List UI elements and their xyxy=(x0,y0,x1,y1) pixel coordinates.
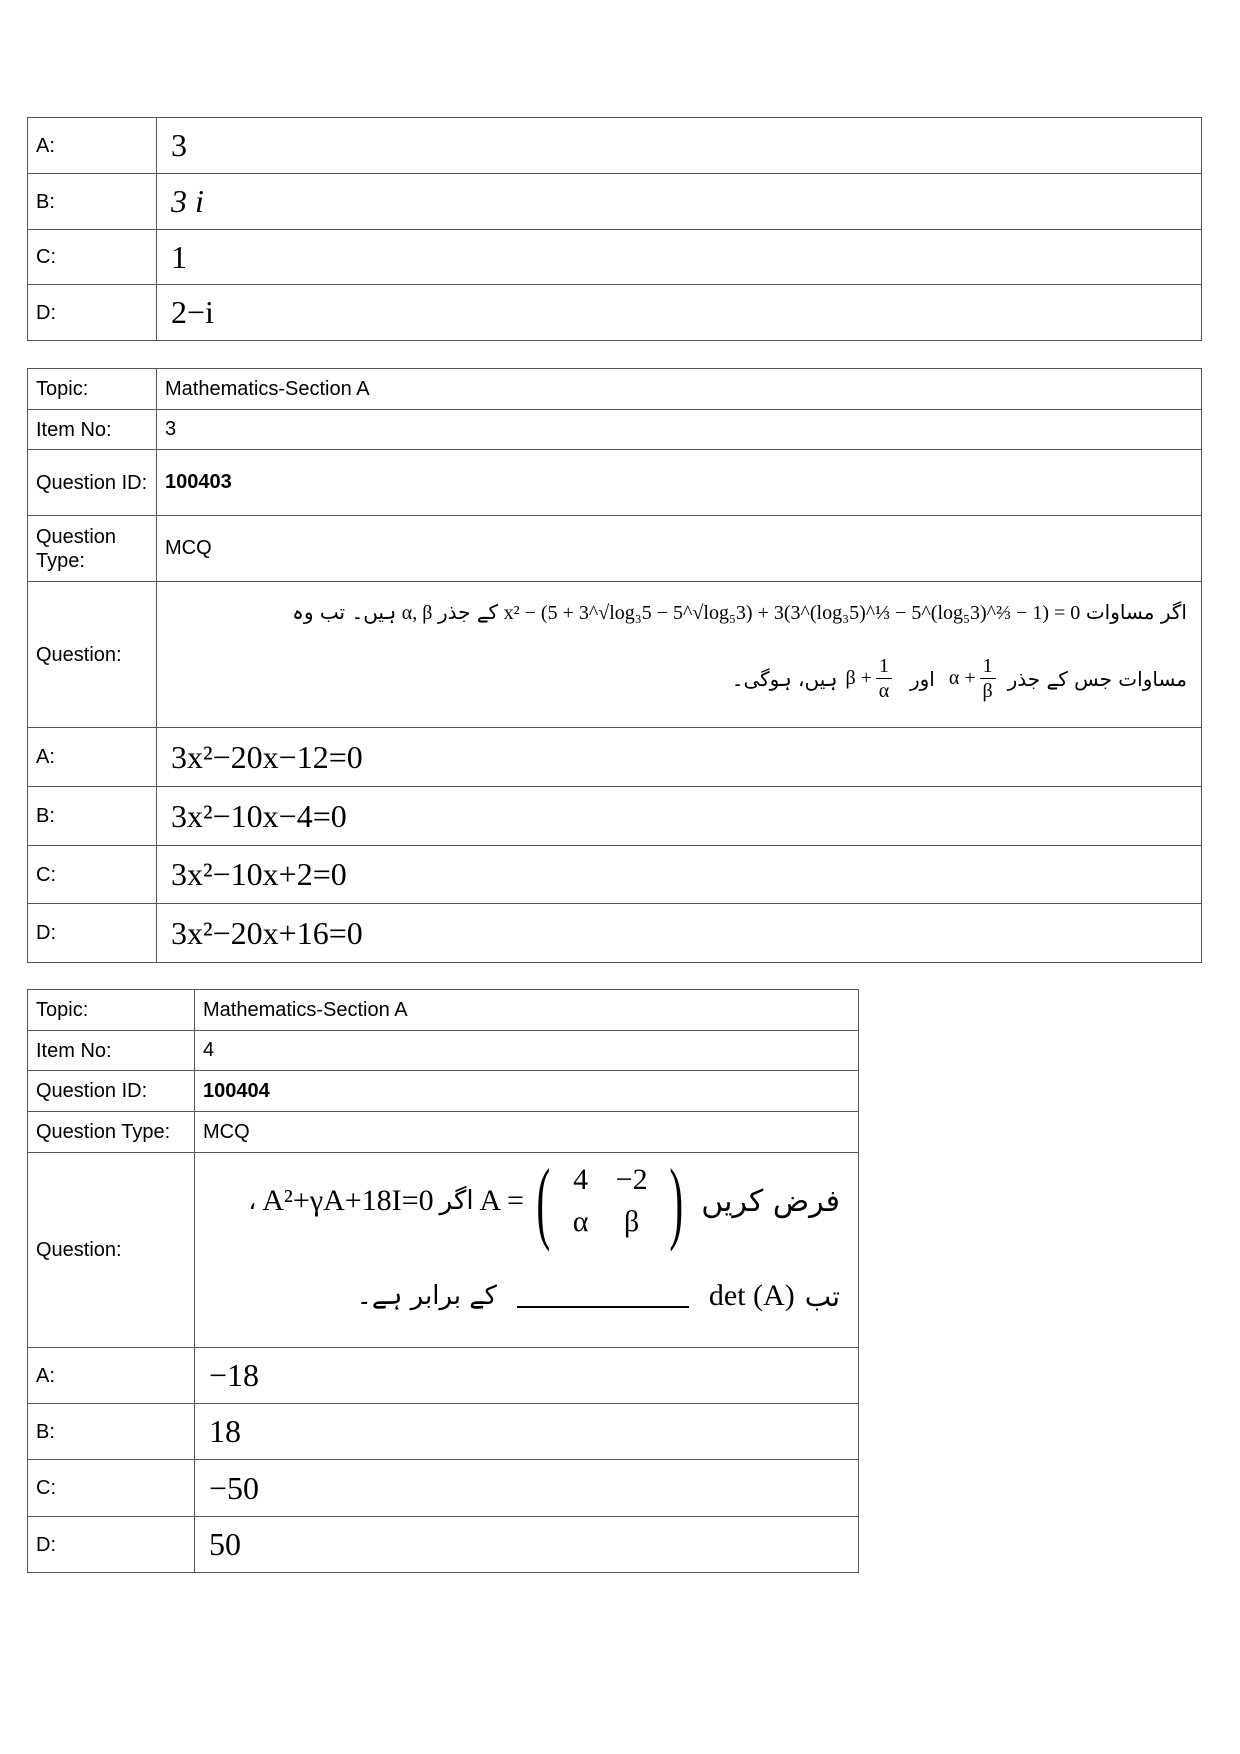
option-value: 3x²−20x+16=0 xyxy=(157,904,1202,963)
option-row xyxy=(28,174,1202,230)
urdu-text: ہیں، ہوگی۔ xyxy=(731,666,838,691)
option-value: 3x²−10x−4=0 xyxy=(157,787,1202,846)
option-value: −50 xyxy=(195,1460,859,1517)
topic-value: Mathematics-Section A xyxy=(195,990,859,1031)
urdu-text: فرض کریں xyxy=(701,1183,840,1219)
matrix-cell: β xyxy=(623,1205,640,1238)
equation: x² − (5 + 3^√log₃5 − 5^√log₅3) + 3(3^(log₃5)^⅓ − 5^(log₅3)^⅔ − 1) = 0 xyxy=(503,602,1081,624)
fraction-den: β xyxy=(982,680,993,702)
term-beta xyxy=(846,654,896,703)
question-label: Question: xyxy=(28,582,157,728)
question-id-value: 100403 xyxy=(157,450,1202,516)
question-type-value: MCQ xyxy=(195,1112,859,1153)
matrix xyxy=(528,1150,691,1252)
option-label: C: xyxy=(28,846,157,904)
term-text: β + xyxy=(845,667,872,689)
equation: A²+γA+18I=0 xyxy=(262,1184,434,1217)
matrix-grid xyxy=(559,1163,661,1239)
question-label: Question: xyxy=(28,1153,195,1348)
question-type-label: Question Type: xyxy=(28,1112,195,1153)
option-row xyxy=(28,285,1202,341)
question-line-1 xyxy=(248,1150,840,1252)
answer-blank xyxy=(517,1284,689,1308)
left-paren: ( xyxy=(536,1150,551,1252)
item-no-value: 3 xyxy=(157,410,1202,450)
topic-value: Mathematics-Section A xyxy=(157,369,1202,410)
option-value: 1 xyxy=(157,230,1202,285)
option-row xyxy=(28,230,1202,285)
matrix-cell: −2 xyxy=(615,1163,648,1196)
question-id-label: Question ID: xyxy=(28,450,157,516)
option-value: 18 xyxy=(195,1404,859,1460)
matrix-cell: α xyxy=(572,1205,589,1238)
option-label: D: xyxy=(28,1517,195,1573)
option-label: B: xyxy=(28,174,157,230)
option-label: A: xyxy=(28,118,157,174)
question-table-item-3 xyxy=(27,368,1202,963)
urdu-text: کے برابر ہے۔ xyxy=(356,1281,497,1311)
term-text: α + xyxy=(948,667,976,689)
question-type-value: MCQ xyxy=(157,516,1202,582)
det-expression: det (A) xyxy=(708,1279,795,1312)
fraction-num: 1 xyxy=(876,654,892,679)
topic-label: Topic: xyxy=(28,369,157,410)
right-paren: ) xyxy=(669,1150,683,1252)
fraction-num: 1 xyxy=(980,654,996,679)
item-no-value: 4 xyxy=(195,1031,859,1071)
options-table-prev xyxy=(27,117,1202,341)
option-value: 3 i xyxy=(157,174,1202,230)
urdu-text: ہیں۔ تب وہ xyxy=(292,600,397,624)
urdu-text: تب xyxy=(804,1279,840,1313)
matrix-prefix: A = xyxy=(479,1184,524,1217)
question-id-label: Question ID: xyxy=(28,1071,195,1112)
matrix-cell: 4 xyxy=(573,1163,589,1196)
option-label: D: xyxy=(28,904,157,963)
item-no-label: Item No: xyxy=(28,1031,195,1071)
urdu-text: کے جذر xyxy=(437,600,499,624)
question-content xyxy=(157,582,1202,728)
option-value: 3x²−10x+2=0 xyxy=(157,846,1202,904)
option-value: 2−i xyxy=(157,285,1202,341)
option-row xyxy=(28,118,1202,174)
urdu-text: مساوات جس کے جذر xyxy=(1007,666,1187,691)
option-label: A: xyxy=(28,728,157,787)
option-value: 50 xyxy=(195,1517,859,1573)
question-type-label: Question Type: xyxy=(28,516,157,582)
option-label: D: xyxy=(28,285,157,341)
question-line-1 xyxy=(292,592,1187,633)
question-table-item-4 xyxy=(27,989,859,1573)
urdu-text: اگر xyxy=(439,1186,474,1216)
topic-label: Topic: xyxy=(28,990,195,1031)
item-no-label: Item No: xyxy=(28,410,157,450)
option-value: −18 xyxy=(195,1348,859,1404)
urdu-text: اگر مساوات xyxy=(1085,600,1187,624)
option-label: C: xyxy=(28,230,157,285)
term-alpha xyxy=(949,654,1000,703)
question-content xyxy=(195,1150,859,1348)
comma: ، xyxy=(248,1187,257,1215)
urdu-and: اور xyxy=(909,666,935,691)
roots: α, β xyxy=(401,602,433,624)
option-label: B: xyxy=(28,1404,195,1460)
option-label: A: xyxy=(28,1348,195,1404)
option-label: B: xyxy=(28,787,157,846)
fraction xyxy=(980,654,996,703)
question-id-value: 100404 xyxy=(195,1071,859,1112)
matrix-expression xyxy=(479,1150,696,1252)
option-value: 3 xyxy=(157,118,1202,174)
option-value: 3x²−20x−12=0 xyxy=(157,728,1202,787)
fraction xyxy=(876,654,892,703)
question-line-2 xyxy=(732,654,1187,703)
fraction-den: α xyxy=(878,680,890,702)
question-line-2 xyxy=(357,1279,840,1313)
option-label: C: xyxy=(28,1460,195,1517)
